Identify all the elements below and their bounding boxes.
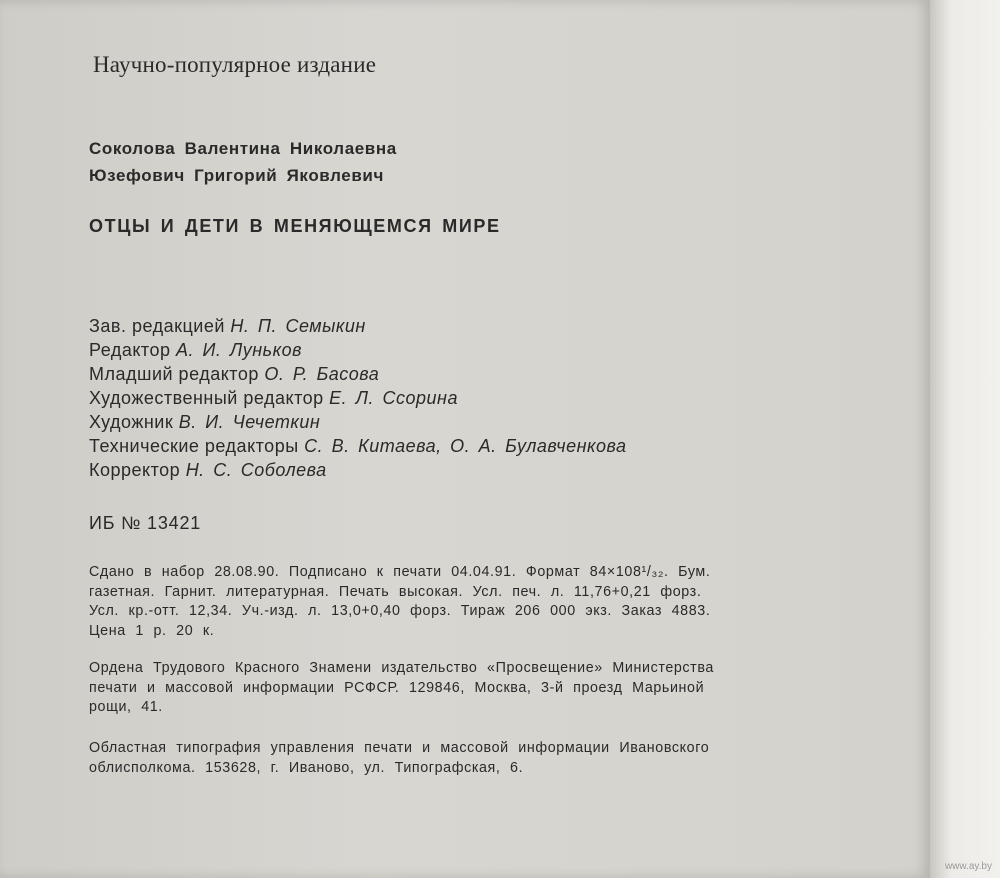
credit-name: Н. П. Семыкин: [230, 316, 366, 336]
imprint-line: Сдано в набор 28.08.90. Подписано к печати 04.04.91. Формат 84×108¹/₃₂. Бум.: [89, 564, 711, 580]
page-edge: [930, 0, 1000, 878]
credit-role: Редактор: [89, 340, 171, 360]
credit-line: [89, 434, 627, 458]
credit-line: [89, 386, 627, 410]
credit-line: [89, 362, 627, 386]
credit-line: [89, 338, 627, 362]
watermark: www.ay.by: [944, 861, 992, 872]
credit-role: Художественный редактор: [89, 388, 324, 408]
authors-block: [89, 135, 397, 189]
credit-role: Корректор: [89, 460, 181, 480]
publisher-line: рощи, 41.: [89, 699, 163, 715]
credit-name: С. В. Китаева, О. А. Булавченкова: [304, 436, 627, 456]
imprint-line: Усл. кр.-отт. 12,34. Уч.-изд. л. 13,0+0,40 форз. Тираж 206 000 экз. Заказ 4883.: [89, 603, 711, 619]
imprint-block: [89, 563, 919, 641]
credit-name: Е. Л. Ссорина: [329, 388, 458, 408]
printer-line: Областная типография управления печати и массовой информации Ивановского: [89, 740, 710, 756]
credit-line: [89, 458, 627, 482]
credit-role: Технические редакторы: [89, 436, 299, 456]
credit-role: Художник: [89, 412, 174, 432]
publisher-line: печати и массовой информации РСФСР. 129846, Москва, 3-й проезд Марьиной: [89, 679, 705, 696]
credit-name: А. И. Луньков: [176, 340, 303, 360]
credit-name: В. И. Чечеткин: [178, 412, 321, 432]
imprint-line: газетная. Гарнит. литературная. Печать высокая. Усл. печ. л. 11,76+0,21 форз.: [89, 583, 702, 600]
series-label: Научно-популярное издание: [93, 52, 377, 77]
printer-line: облисполкома. 153628, г. Иваново, ул. Типографская, 6.: [89, 759, 524, 776]
printer-block: [89, 739, 919, 778]
book-title: ОТЦЫ И ДЕТИ В МЕНЯЮЩЕМСЯ МИРЕ: [89, 216, 501, 236]
credit-role: Зав. редакцией: [89, 316, 225, 336]
credit-line: [89, 410, 627, 434]
credit-name: Н. С. Соболева: [185, 460, 327, 480]
author-1: Соколова Валентина Николаевна: [89, 139, 397, 158]
imprint-line: Цена 1 р. 20 к.: [89, 622, 215, 639]
credit-name: О. Р. Басова: [264, 364, 380, 384]
publisher-line: Ордена Трудового Красного Знамени издательство «Просвещение» Министерства: [89, 660, 714, 676]
credit-line: [89, 314, 627, 338]
credit-role: Младший редактор: [89, 364, 259, 384]
ib-number: ИБ № 13421: [89, 513, 202, 533]
credits-block: [89, 314, 627, 482]
publisher-block: [89, 659, 919, 718]
author-2: Юзефович Григорий Яковлевич: [89, 166, 384, 185]
